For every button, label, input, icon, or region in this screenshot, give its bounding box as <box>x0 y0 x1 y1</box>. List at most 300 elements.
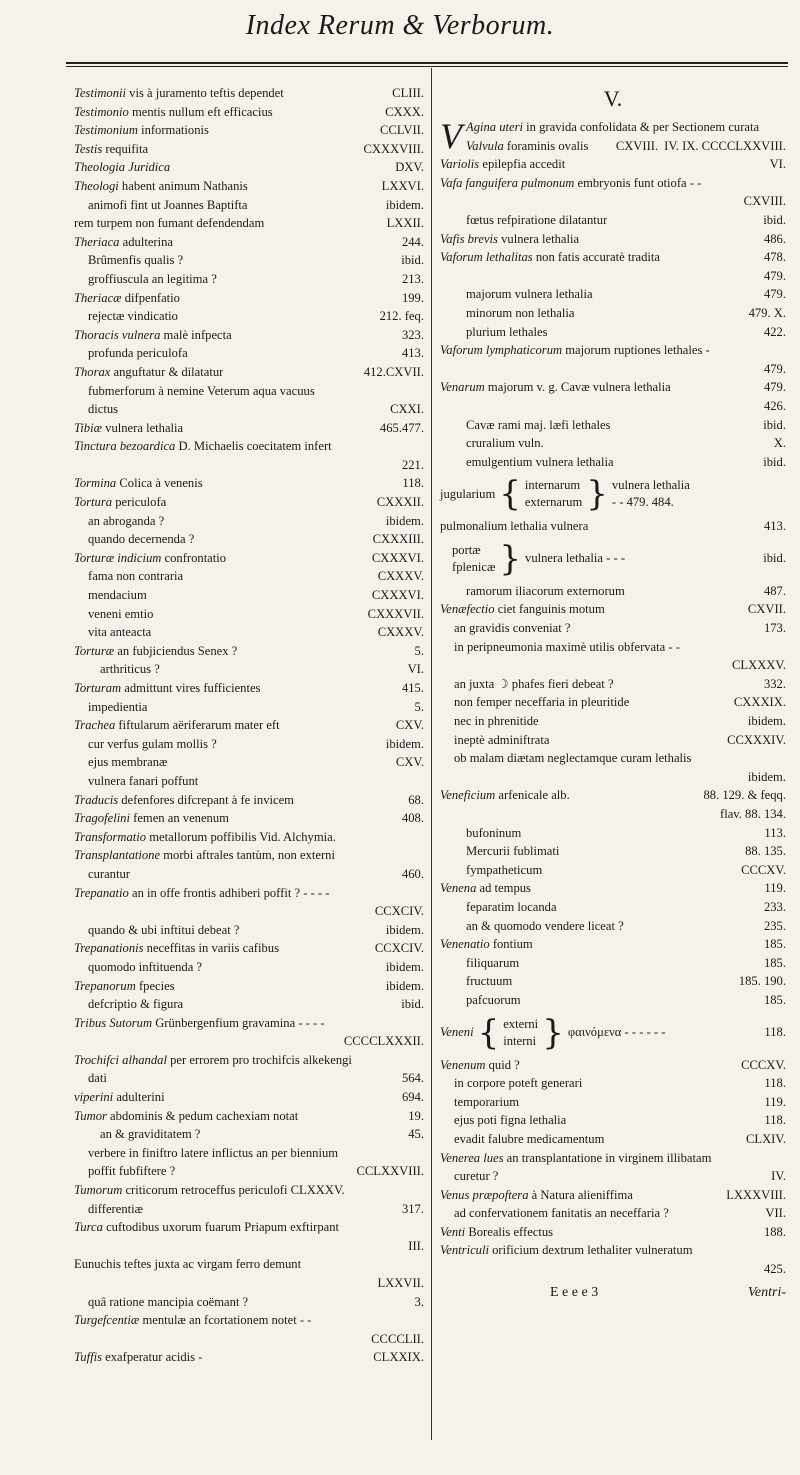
bracket-value: - - 479. 484. <box>611 495 674 510</box>
left-column <box>74 84 424 1367</box>
entry-headword: Venerea lues <box>440 1150 504 1165</box>
entry-reference: 185. <box>763 955 786 970</box>
index-entry <box>74 791 424 810</box>
entry-text-group <box>440 155 565 174</box>
index-entry <box>74 1293 424 1312</box>
entry-text: veneni emtio <box>88 606 154 621</box>
entry-text: filiquarum <box>466 955 520 970</box>
index-entry <box>440 600 786 619</box>
entry-headword: Tumorum <box>74 1183 123 1198</box>
entry-text: Borealis effectus <box>465 1224 554 1239</box>
entry-reference: 113. <box>764 825 786 840</box>
index-entry <box>74 1032 424 1051</box>
entry-text: rem turpem non fumant defendendam <box>74 216 265 231</box>
entry-text-group <box>74 103 273 122</box>
entry-headword: Trepanorum <box>74 978 136 993</box>
index-entry <box>74 84 424 103</box>
entry-reference: 408. <box>401 811 424 826</box>
entry-text: non fatis accuratè tradita <box>532 250 660 265</box>
index-entry <box>74 605 424 624</box>
entry-reference: DXV. <box>395 160 424 175</box>
entry-text-group <box>74 437 332 456</box>
entry-text: quâ ratione mancipia coëmant ? <box>88 1294 249 1309</box>
entry-text-group <box>74 1348 202 1367</box>
entry-headword: Theologi <box>74 178 119 193</box>
entry-text: confrontatio <box>161 550 227 565</box>
entry-text: fympatheticum <box>466 862 543 877</box>
index-entry <box>74 921 424 940</box>
entry-reference: ibid. <box>401 253 424 268</box>
entry-text-group <box>88 1200 143 1219</box>
entry-text-group <box>74 214 264 233</box>
index-entry <box>440 991 786 1010</box>
entry-text-group <box>88 567 183 586</box>
index-entry <box>74 1144 424 1163</box>
entry-reference: CCXCIV. <box>374 941 424 956</box>
entry-text-group <box>88 995 183 1014</box>
index-entry <box>440 1204 786 1223</box>
index-entry <box>74 512 424 531</box>
entry-text: anguftatur & dilatatur <box>110 364 224 379</box>
entry-text: plurium lethales <box>466 324 548 339</box>
entry-headword: Venenatio <box>440 937 490 952</box>
index-entry <box>74 214 424 233</box>
entry-text: admittunt vires fufficientes <box>121 681 261 695</box>
entry-text-group <box>88 1144 338 1163</box>
entry-text-group <box>466 211 607 230</box>
entry-text-group <box>88 196 248 215</box>
entry-reference: 19. <box>408 1108 424 1123</box>
entry-headword: Ventriculi <box>440 1243 489 1258</box>
entry-text-group <box>74 363 223 382</box>
index-entry <box>74 158 424 177</box>
entry-reference: ibidem. <box>385 978 424 993</box>
entry-text-group <box>454 1130 604 1149</box>
index-entry <box>74 660 424 679</box>
entry-text-group <box>88 623 151 642</box>
entry-text: feparatim locanda <box>466 899 557 914</box>
index-entry <box>440 1241 786 1260</box>
entry-text: Eunuchis teftes juxta ac virgam ferro demunt <box>74 1257 302 1272</box>
index-entry <box>440 954 786 973</box>
entry-text-group <box>454 693 629 712</box>
index-entry <box>440 1149 786 1168</box>
entry-reference: IV. IX. CCCCLXXVIII. <box>664 138 786 153</box>
entry-headword: Variolis <box>440 157 480 172</box>
index-entry <box>74 1014 424 1033</box>
entry-text: informationis <box>137 123 209 138</box>
brace-open-icon: { <box>477 1012 500 1053</box>
entry-text: quando & ubi inftitui debeat ? <box>88 922 240 937</box>
index-entry <box>440 155 786 174</box>
entry-text: fiftularum aëriferarum mater eft <box>115 718 280 733</box>
bracket-item: fplenicæ <box>452 559 496 574</box>
entry-text: pafcuorum <box>466 992 521 1007</box>
entry-reference: 413. <box>401 346 424 361</box>
entry-text: vulnera lethalia <box>497 231 580 246</box>
entry-reference: 221. <box>401 457 424 472</box>
entry-reference: CLXXIX. <box>373 1350 424 1365</box>
entry-reference: 323. <box>401 327 424 342</box>
entry-text: ciet fanguinis motum <box>494 602 605 617</box>
entry-text: bufoninum <box>466 825 522 840</box>
porta-bracket <box>440 538 786 579</box>
index-entry <box>440 230 786 249</box>
entry-text-group <box>74 791 294 810</box>
entry-text: vis à juramento teftis dependet <box>126 86 284 100</box>
entry-text-group <box>440 879 531 898</box>
entry-text-group <box>454 1074 582 1093</box>
entry-text-group <box>466 323 548 342</box>
entry-text-group <box>74 158 170 177</box>
entry-reference: 460. <box>401 866 424 881</box>
entry-text-group <box>466 861 542 880</box>
entry-reference: 88. 135. <box>745 844 786 859</box>
index-entry <box>74 1107 424 1126</box>
entry-text-group <box>74 1181 345 1200</box>
entry-text-group <box>440 1186 633 1205</box>
entry-text: fpecies <box>135 978 175 993</box>
index-entry <box>74 289 424 308</box>
entry-text: verbere in finiftro latere inflictus an per biennium <box>88 1145 339 1160</box>
entry-text-group <box>466 582 625 601</box>
index-entry <box>440 517 786 536</box>
entry-reference: 479. <box>763 361 786 376</box>
index-entry <box>74 419 424 438</box>
entry-text-group <box>74 846 335 865</box>
index-entry <box>440 582 786 601</box>
entry-reference: ibid. <box>763 551 786 566</box>
entry-text-group <box>74 642 237 661</box>
entry-text: quando decernenda ? <box>88 532 195 547</box>
entry-headword: Trachea <box>74 718 116 733</box>
entry-headword: Veneficium <box>440 788 496 803</box>
entry-text-group <box>440 248 660 267</box>
entry-reference: CCCCLXXXII. <box>343 1034 424 1049</box>
entry-text-group <box>88 1162 175 1181</box>
entry-reference: 118. <box>764 1025 786 1040</box>
brace-close-icon: } <box>586 474 608 515</box>
entry-text: adulterina <box>119 234 173 249</box>
entry-reference: X. <box>773 436 786 451</box>
entry-reference: LXXVI. <box>381 178 424 193</box>
entry-text-group <box>74 1014 325 1033</box>
index-entry <box>74 1311 424 1330</box>
index-entry <box>440 861 786 880</box>
entry-headword: Trepanatio <box>74 885 129 900</box>
entry-reference: 173. <box>763 621 786 636</box>
entry-reference: 213. <box>401 271 424 286</box>
entry-reference: 185. 190. <box>738 974 786 989</box>
entry-text: cuftodibus uxorum fuarum Priapum exftirpant <box>102 1220 340 1235</box>
entry-text-group <box>88 382 315 401</box>
index-entry <box>440 1167 786 1186</box>
entry-text: Mercurii fublimati <box>466 844 560 859</box>
entry-reference: CLIII. <box>392 86 424 100</box>
entry-headword: Torturæ indicium <box>74 550 162 565</box>
entry-text-group <box>74 809 229 828</box>
entry-text: malè infpecta <box>160 327 232 342</box>
entry-text: à Natura alieniffima <box>528 1187 633 1202</box>
entry-text-group <box>466 954 519 973</box>
entry-reference: LXXII. <box>386 216 424 231</box>
entry-headword: Testimonium <box>74 123 138 138</box>
entry-text: orificium dextrum lethaliter vulneratum <box>488 1243 693 1258</box>
entry-headword: Theriaca <box>74 234 120 249</box>
entry-text: in corpore poteft generari <box>454 1076 583 1091</box>
drop-cap: V <box>440 116 462 156</box>
index-entry <box>74 772 424 791</box>
entry-reference: 244. <box>401 234 424 249</box>
index-entry <box>74 828 424 847</box>
index-entry <box>74 140 424 159</box>
entry-headword: Venti <box>440 1224 466 1239</box>
index-entry <box>74 1200 424 1219</box>
entry-text: temporarium <box>454 1094 520 1109</box>
entry-text: impedientia <box>88 699 148 714</box>
letter-heading: V. <box>603 86 623 111</box>
entry-reference: ibidem. <box>385 959 424 974</box>
entry-reference: 119. <box>764 881 786 896</box>
entry-text: ad confervationem fanitatis an neceffaria ? <box>454 1206 669 1221</box>
entry-text-group <box>466 304 574 323</box>
entry-reference: 188. <box>763 1224 786 1239</box>
entry-reference: 479. X. <box>748 305 786 320</box>
entry-text-group <box>74 289 180 308</box>
entry-text-group <box>88 698 147 717</box>
entry-text: ob malam diætam neglectamque curam lethalis <box>454 751 692 766</box>
entry-text-group <box>74 84 284 103</box>
index-entry <box>74 196 424 215</box>
page-footer <box>440 1285 786 1301</box>
entry-headword: Theriacæ <box>74 290 122 305</box>
entry-text: criticorum retroceffus periculofi CLXXXV. <box>122 1183 345 1198</box>
entry-reference: ibid. <box>763 417 786 432</box>
entry-text-group <box>466 991 521 1010</box>
index-entry <box>440 824 786 843</box>
entry-text: exafperatur acidis - <box>102 1350 203 1365</box>
entry-text: an & graviditatem ? <box>100 1127 201 1142</box>
index-entry <box>74 1181 424 1200</box>
entry-text: quid ? <box>485 1057 520 1072</box>
entry-text: habent animum Nathanis <box>118 178 248 193</box>
entry-text: D. Michaelis coecitatem infert <box>175 439 332 454</box>
bracket-item: externi <box>503 1016 539 1031</box>
entry-text-group <box>440 1241 693 1260</box>
entry-text-group <box>454 731 549 750</box>
entry-reference: CXXXV. <box>377 569 424 584</box>
entry-text: Colica à venenis <box>116 476 203 491</box>
entry-text: profunda periculofa <box>88 346 188 361</box>
entry-text: cruralium vuln. <box>466 436 544 451</box>
entry-reference: 413. <box>763 519 786 534</box>
entry-text-group <box>88 586 147 605</box>
entry-reference: LXXVII. <box>377 1276 424 1290</box>
entry-headword: Thoracis vulnera <box>74 327 161 342</box>
entry-text: curetur ? <box>454 1169 499 1184</box>
index-entry <box>440 675 786 694</box>
bracket-value: vulnera lethalia - - - <box>525 551 626 566</box>
brace-close-icon: } <box>542 1012 564 1053</box>
index-entry <box>440 619 786 638</box>
index-entry <box>74 567 424 586</box>
entry-text: quomodo inftituenda ? <box>88 959 203 974</box>
entry-text: an in offe frontis adhiberi poffit ? - - - - <box>128 885 330 900</box>
entry-reference: 212. feq. <box>379 309 424 324</box>
index-entry <box>74 1237 424 1256</box>
entry-text: rejectæ vindicatio <box>88 309 178 324</box>
entry-reference: 479. <box>763 380 786 395</box>
index-entry <box>74 884 424 903</box>
entry-text-group <box>466 434 544 453</box>
index-entry <box>74 493 424 512</box>
entry-reference: ibid. <box>763 454 786 469</box>
index-entry <box>74 326 424 345</box>
entry-text: metallorum poffibilis Vid. Alchymia. <box>146 829 336 844</box>
entry-text-group <box>74 326 232 345</box>
entry-reference: 412.CXVII. <box>363 364 424 379</box>
entry-text-group <box>454 675 614 694</box>
entry-text-group <box>74 977 175 996</box>
entry-text-group <box>74 549 226 568</box>
entry-text-group <box>454 1093 519 1112</box>
entry-headword: Trepanationis <box>74 941 144 956</box>
entry-reference: 68. <box>408 792 424 807</box>
index-entry <box>440 1130 786 1149</box>
entry-text: poffit fubfiftere ? <box>88 1164 176 1179</box>
entry-reference: CXXXVIII. <box>363 141 424 156</box>
entry-text: differentiæ <box>88 1201 144 1216</box>
index-entry <box>440 304 786 323</box>
entry-text-group <box>88 344 188 363</box>
entry-text-group <box>74 939 279 958</box>
entry-reference: ibid. <box>401 997 424 1012</box>
index-entry <box>440 1223 786 1242</box>
index-entry <box>74 846 424 865</box>
entry-reference: 426. <box>763 398 786 413</box>
entry-headword: Tinctura bezoardica <box>74 439 176 454</box>
entry-reference: CXXXII. <box>376 495 424 510</box>
entry-headword: Venus præpoftera <box>440 1187 529 1202</box>
bracket-item: portæ <box>452 542 481 557</box>
entry-text-group <box>440 786 570 805</box>
entry-reference: 88. 129. & feqq. <box>703 788 786 803</box>
entry-text: ejus membranæ <box>88 755 168 770</box>
index-entry <box>74 363 424 382</box>
index-entry <box>74 735 424 754</box>
entry-text: arfenicale alb. <box>495 788 570 803</box>
entry-reference: 479. <box>763 268 786 283</box>
index-entry <box>440 416 786 435</box>
entry-text-group <box>440 600 605 619</box>
entry-reference: 118. <box>764 1076 786 1091</box>
entry-reference: 185. <box>763 992 786 1007</box>
entry-text: Grünbergenfium gravamina - - - - <box>152 1015 325 1030</box>
entry-text: vulnera fanari poffunt <box>88 773 199 788</box>
index-entry <box>440 917 786 936</box>
entry-reference: 415. <box>401 681 424 695</box>
brace-open-icon: { <box>499 474 521 515</box>
entry-reference: CXXXIX. <box>733 695 786 710</box>
right-column <box>440 84 786 1301</box>
index-entry <box>74 474 424 493</box>
entry-text: requifita <box>102 141 149 156</box>
entry-headword: Tortura <box>74 495 113 510</box>
entry-text: majorum v. g. Cavæ vulnera lethalia <box>484 380 671 395</box>
entry-text-group <box>466 137 588 156</box>
index-entry <box>440 1056 786 1075</box>
index-entry <box>440 768 786 787</box>
entry-headword: Torturæ <box>74 643 115 658</box>
index-entry <box>440 898 786 917</box>
entry-text-group <box>466 824 521 843</box>
entry-text-group <box>440 1223 553 1242</box>
entry-reference: IV. <box>771 1169 786 1184</box>
entry-text: ad tempus <box>476 881 531 896</box>
entry-text: minorum non lethalia <box>466 305 575 320</box>
entry-text: fontium <box>489 937 533 952</box>
entry-text-group <box>74 140 148 159</box>
entry-text-group <box>88 512 164 531</box>
entry-text-group <box>454 1111 566 1130</box>
entry-reference: CXXX. <box>385 104 424 119</box>
index-entry <box>74 1162 424 1181</box>
index-entry <box>440 693 786 712</box>
entry-text: fubmerforum à nemine Veterum aqua vacuus <box>88 383 315 398</box>
index-entry <box>440 267 786 286</box>
entry-text-group <box>454 638 680 657</box>
entry-reference: 5. <box>414 643 424 658</box>
entry-reference: 422. <box>763 324 786 339</box>
entry-text-group <box>88 270 217 289</box>
entry-text-group <box>74 121 209 140</box>
entry-headword: Trochifci alhandal <box>74 1052 167 1067</box>
entry-text-group <box>74 474 203 493</box>
entry-text: an fubjiciendus Senex ? <box>114 643 238 658</box>
entry-text: fama non contraria <box>88 569 184 584</box>
entry-reference: CXVIII. <box>743 194 786 209</box>
index-entry <box>440 749 786 768</box>
entry-text-group <box>74 177 248 196</box>
entry-headword: Testimonio <box>74 104 129 119</box>
entry-text-group <box>466 453 614 472</box>
entry-text-group <box>466 972 512 991</box>
entry-text-group <box>88 958 202 977</box>
entry-text-group <box>74 233 173 252</box>
entry-headword: Valvula <box>466 138 504 153</box>
entry-reference: 199. <box>401 290 424 305</box>
index-entry <box>74 977 424 996</box>
index-entry <box>74 586 424 605</box>
entry-text: epilepfia accedit <box>479 157 566 172</box>
index-entry <box>74 344 424 363</box>
entry-reference: 3. <box>414 1294 424 1309</box>
index-entry <box>74 270 424 289</box>
entry-text: non femper neceffaria in pleuritide <box>454 695 630 710</box>
entry-text: mentulæ an fcortationem notet - - <box>139 1313 312 1328</box>
index-entry <box>74 753 424 772</box>
entry-text-group <box>466 842 559 861</box>
bracket-label: jugularium <box>440 486 496 501</box>
entry-reference: 235. <box>763 918 786 933</box>
entry-text: ineptè adminiftrata <box>454 732 550 747</box>
column-divider <box>431 68 432 1440</box>
entry-text: cur verfus gulam mollis ? <box>88 736 217 751</box>
entry-headword: Tuffis <box>74 1350 103 1365</box>
index-entry <box>440 174 786 193</box>
entry-headword: Turgefcentiæ <box>74 1313 140 1328</box>
entry-text-group <box>88 772 198 791</box>
